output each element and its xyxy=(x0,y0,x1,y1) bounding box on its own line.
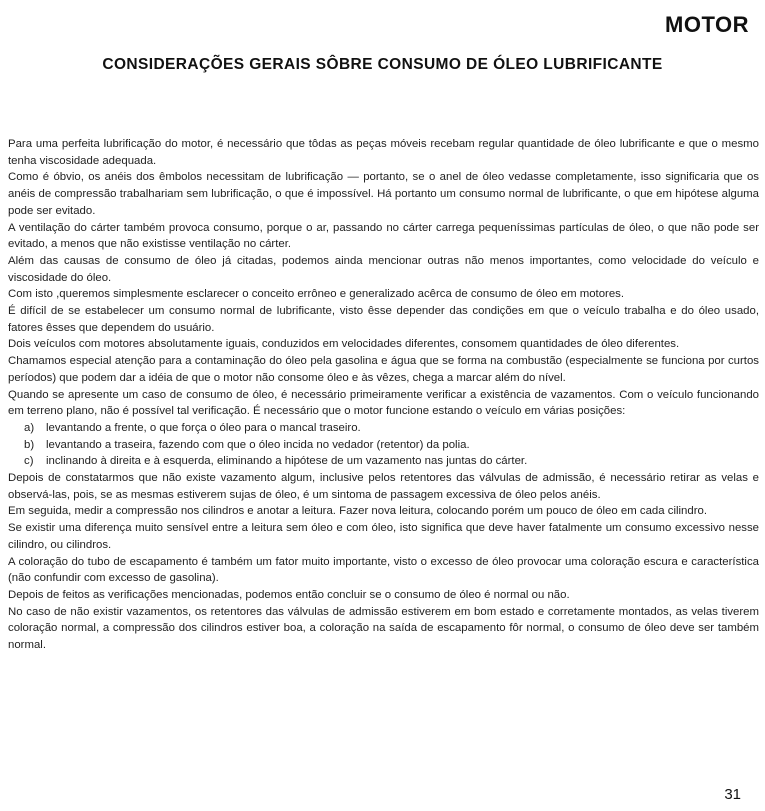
page-title: CONSIDERAÇÕES GERAIS SÔBRE CONSUMO DE ÓLEO LUBRIFICANTE xyxy=(102,56,663,73)
paragraph: É difícil de se estabelecer um consumo normal de lubrificante, visto êsse depender das condições em que o veículo trabalha e do óleo usado, fatores êsses que dependem do usuário. xyxy=(8,305,759,334)
section-title: MOTOR xyxy=(665,12,749,37)
paragraph: No caso de não existir vazamentos, os retentores das válvulas de admissão estiverem em bom estado e corretamente montados, as velas tiverem coloração normal, a compressão dos cilindros estiver boa, a coloração na saída de escapamento fôr normal, o consumo de óleo deve ser também normal. xyxy=(8,605,759,652)
paragraph: Depois de feitos as verificações mencionadas, podemos então concluir se o consumo de óleo é normal ou não. xyxy=(8,588,570,601)
list-item xyxy=(8,420,759,437)
list-marker: a) xyxy=(24,421,35,434)
paragraph: Depois de constatarmos que não existe vazamento algum, inclusive pelos retentores das válvulas de admissão, é necessário retirar as velas e observá-las, pois, se as mesmas estiverem sujas de óleo, é um sintoma de passagem excessiva de óleo pelos anéis. xyxy=(8,472,759,501)
paragraph: Com isto ,queremos simplesmente esclarecer o conceito errôneo e generalizado acêrca de consumo de óleo em motores. xyxy=(8,288,625,301)
body-text xyxy=(8,136,759,654)
paragraph: Dois veículos com motores absolutamente iguais, conduzidos em velocidades diferentes, consomem quantidades de óleo diferentes. xyxy=(8,338,680,351)
list-marker: b) xyxy=(24,438,35,451)
list-marker: c) xyxy=(24,455,34,468)
list-item-text: levantando a frente, o que força o óleo para o mancal traseiro. xyxy=(46,421,361,434)
paragraph: Além das causas de consumo de óleo já citadas, podemos ainda mencionar outras não menos importantes, como velocidade do veículo e viscosidade do óleo. xyxy=(8,254,759,284)
paragraph: Em seguida, medir a compressão nos cilindros e anotar a leitura. Fazer nova leitura, colocando porém um pouco de óleo em cada cilindro. xyxy=(8,505,707,518)
list-item-text: levantando a traseira, fazendo com que o óleo incida no vedador (retentor) da polia. xyxy=(46,438,470,451)
paragraph: Quando se apresente um caso de consumo de óleo, é necessário primeiramente verificar a existência de vazamentos. Com o veículo funcionando em terreno plano, não é possível tal verificação. É necessário que o motor funcione estando o veículo em várias posições: xyxy=(8,388,759,418)
paragraph: A coloração do tubo de escapamento é também um fator muito importante, visto o excesso de óleo provocar uma coloração escura e característica (não confundir com excesso de gasolina). xyxy=(8,555,759,585)
list-item xyxy=(8,437,759,454)
paragraph: Chamamos especial atenção para a contaminação do óleo pela gasolina e água que se forma na combustão (especialmente se funciona por curtos períodos) que podem dar a idéia de que o motor não consome óleo e às vêzes, chega a marcar além do nível. xyxy=(8,355,759,384)
paragraph: Se existir uma diferença muito sensível entre a leitura sem óleo e com óleo, isto significa que deve haver fatalmente um consumo excessivo nesse cilindro, ou cilindros. xyxy=(8,522,759,551)
page-number: 31 xyxy=(724,786,741,803)
paragraph: Para uma perfeita lubrificação do motor, é necessário que tôdas as peças móveis recebam regular quantidade de óleo lubrificante e que o mesmo tenha viscosidade adequada. xyxy=(8,138,759,167)
paragraph: Como é óbvio, os anéis dos êmbolos necessitam de lubrificação — portanto, se o anel de óleo vedasse completamente, isso significaria que os anéis de compressão trabalhariam sem lubrificação, o que é impossível. Há portanto um consumo normal de lubrificante, o que em hipótese alguma pode ser evitado. xyxy=(8,171,759,217)
list-item-text: inclinando à direita e à esquerda, eliminando a hipótese de um vazamento nas juntas do cárter. xyxy=(46,455,528,468)
paragraph: A ventilação do cárter também provoca consumo, porque o ar, passando no cárter carrega pequeníssimas partículas de óleo, o que não pode ser evitado, a menos que não existisse ventilação no cárter. xyxy=(8,221,759,251)
list-item xyxy=(8,453,759,470)
